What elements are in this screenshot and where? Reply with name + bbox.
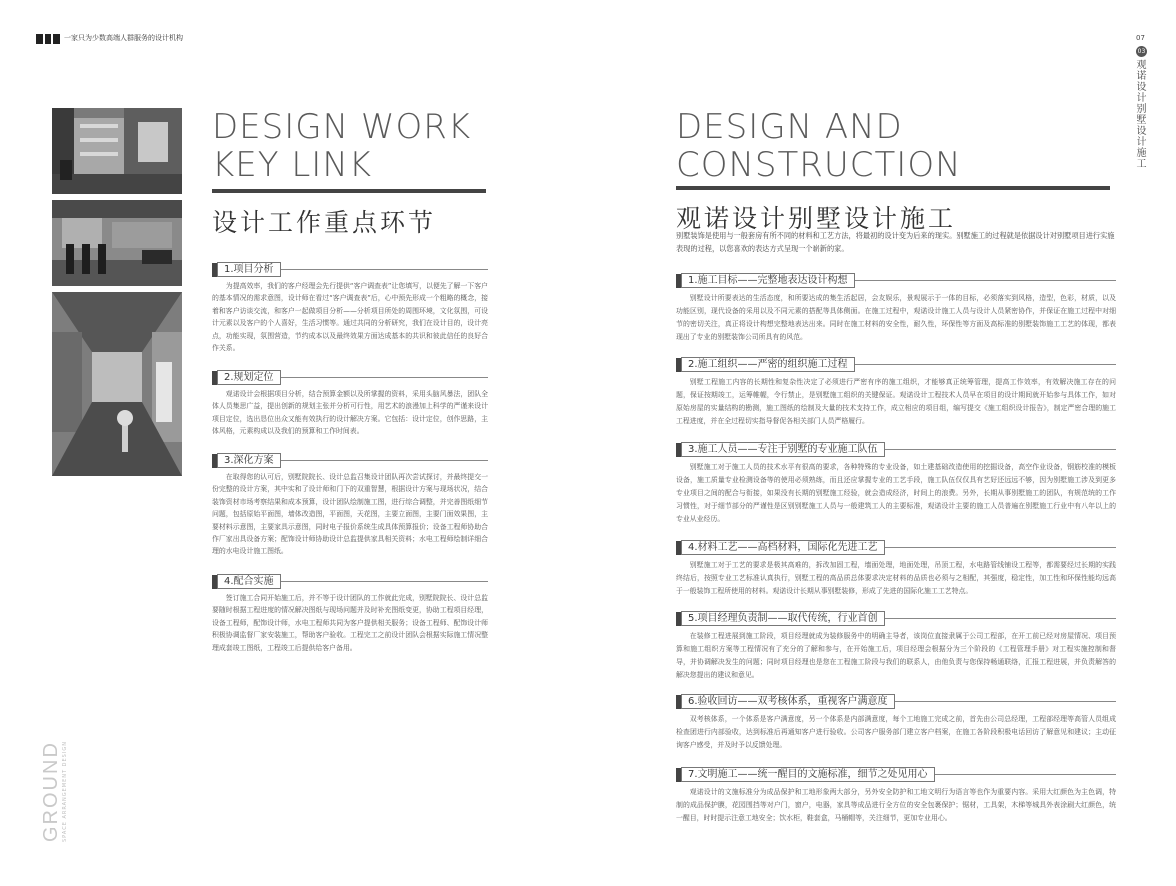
section-heading xyxy=(676,694,1116,709)
section-title: 3.深化方案 xyxy=(217,453,281,468)
right-title-rule xyxy=(676,186,1110,190)
section-title: 4.配合实施 xyxy=(217,574,281,589)
section-heading xyxy=(212,574,488,589)
section-body: 观诺设计的文施标准分为成品保护和工地形象两大部分，另外安全防护和工地文明行为语言等也作为重要内容。采用大红颜色为主色调，特制的成品保护膜，花园围挡等对户门，窗户，电器，家具等成品进行全方位的安全包裹保护；锯材，工具架，木梯等城具外表涂刷大红颜色，统一醒目，时时提示注意工地安全；饮水柜，鞋套盒，马桶帽等，关注细节，更加专业用心。 xyxy=(676,788,1116,822)
section-heading xyxy=(676,357,1116,372)
left-section-3 xyxy=(212,453,488,558)
brand-logo xyxy=(36,34,60,44)
brand-tagline: 一家只为少数高端人群服务的设计机构 xyxy=(64,34,183,42)
left-section-2 xyxy=(212,370,488,438)
section-body: 为提高效率，我们的客户经理会先行提供“客户调查表”让您填写，以便先了解一下客户的基本情况的需求意图，设计师在看过“客户调查表”后，心中预先形成一个粗略的概念，接着和客户访谈交流，和客户一起做项目分析——分析项目所处的周围环境，文化氛围，可设计元素以及客户的个人喜好，生活习惯等。通过共同的分析研究，我们在设计目的，设计亮点，功能实现，氛围营造，节约成本以及最终效果方面达成基本的共识和彼此信任的良好合作关系。 xyxy=(212,282,488,353)
right-section-6 xyxy=(676,694,1116,752)
right-english-title-line-1: DESIGN AND xyxy=(676,107,903,147)
right-chinese-title: 观诺设计别墅设计施工 xyxy=(676,204,957,233)
interior-photo-3 xyxy=(52,292,182,476)
ground-watermark: GROUND xyxy=(40,741,62,842)
right-section-1 xyxy=(676,273,1116,344)
section-heading xyxy=(676,540,1116,555)
section-body: 签订施工合同开始施工后，并不等于设计团队的工作就此完成，别墅院院长、设计总监要随时根据工程进度的情况解决图纸与现场问题并及时补充图纸变更，协助工程项目经理，设备工程师，配饰设计师，水电工程师共同为客户提供相关服务；设备工程师、配饰设计师积极协调监督厂家安装施工，帮助客户验收。工程完工之前设计团队会根据实际施工情况整理成套竣工图纸，工程竣工后提供给客户备用。 xyxy=(212,594,488,652)
section-heading xyxy=(676,442,1116,457)
section-heading xyxy=(676,273,1116,288)
section-body: 别墅施工对于施工人员的技术水平有很高的要求，各种特殊的专业设备，如土建基础改造使用的挖掘设备，高空作业设备，钢筋校准的模板设备，施工质量专业检测设备等的使用必须熟练，而且还应掌握专业的工艺手段，施工队伍仅仅具有艺好还远远不够，因为别墅施工涉及到更多专业项目之间的配合与衔接，如果没有长期的别墅施工经验，就会造成经济，时间上的浪费。另外，长期从事别墅施工的团队，有规范统的工作习惯性，对于细节部分的严谨性是区别别墅施工人员与一般建筑工人的主要标准，观诺设计主要的施工人员普遍在别墅施工行业中有八年以上的专业从业经历。 xyxy=(676,463,1116,523)
section-body: 双考核体系，一个体系是客户满意度，另一个体系是内部满意度，每个工地施工完成之前，首先由公司总经理，工程部经理等高管人员组成检查团进行内部验收，达到标准后再通知客户进行验收。公司客户服务部门建立客户档案，在施工各阶段积极电话回访了解意见和建议；主动征询客户感受，并及时予以反馈处理。 xyxy=(676,715,1116,749)
section-heading xyxy=(212,370,488,385)
section-body: 别墅工程施工内容的长期性和复杂性决定了必须进行严密有序的施工组织，才能够真正统筹管理，提高工作效率，有效解决施工存在的问题，保证按期竣工，运筹帷幄，令行禁止，是别墅施工组织的关键保证。观诺设计工程技术人员早在项目的设计期间就开始参与具体工作，如对原始房屋的实量结构的勘测，施工图纸的绘制及大量的技术支持工作，成立相应的项目组，编写提交《施工组织设计报告》，制定严密合理的施工工程进度，并在全过程切实指导督促各相关部门人员严格履行。 xyxy=(676,378,1116,425)
page-number: 07 xyxy=(1136,34,1145,42)
chapter-badge: 03 xyxy=(1137,48,1146,55)
section-body: 别墅设计所要表达的生活态度，和所要达成的集生活起居，会友娱乐，景观展示于一体的目标，必须落实到风格，造型，色彩，材质，以及功能区别，现代设备的采用以及不同元素的搭配等具体侧面。在施工过程中，观诺设计施工人员与设计人员紧密协作，并保证在施工过程中对细节的密切关注，真正将设计构想完整地表达出来。同时在施工材料的安全性，耐久性，环保性等方面及高标准的别墅装饰施工工艺的体现，都表现出了专业的别墅装饰公司所具有的风范。 xyxy=(676,294,1116,341)
left-english-title-line-1: DESIGN WORK xyxy=(212,107,472,147)
section-heading xyxy=(676,767,1116,782)
section-body: 在取得您的认可后，别墅院院长、设计总监召集设计团队再次尝试探讨，并最终提交一份完整的设计方案，其中实和了设计师和门下的双重智慧，根据设计方案与现场状况，结合装饰资材市场考察结果和成本预算，设计团队绘制施工图，进行综合调整，并完善图纸细节问题，包括原始平面图，墙体改造图，平面图，天花图，主要立面图，主要门面效果图，主要材料示意图，主要家具示意图，同时电子报价系统生成具体预算报价；设备工程师协助合作厂家出具设备方案；配饰设计师协助设计总监提供家具相关资料；水电工程师绘制详细合理的水电设计施工图纸。 xyxy=(212,473,488,556)
section-title: 2.施工组织——严密的组织施工过程 xyxy=(681,357,855,372)
section-title: 5.项目经理负责制——取代传统，行业首创 xyxy=(681,611,885,626)
vertical-chapter-title: 观诺设计别墅设计施工 xyxy=(1136,60,1147,170)
section-title: 4.材料工艺——高档材料，国际化先进工艺 xyxy=(681,540,885,555)
section-title: 1.施工目标——完整地表达设计构想 xyxy=(681,273,855,288)
section-body: 别墅施工对于工艺的要求是极其高难的，拆改加固工程，墙面处理，地面处理，吊顶工程，水电路管线铺设工程等，都需要经过长期的实践终结后，按照专业工艺标准认真执行，别墅工程的高品质总体要求决定材料的品质也必须与之相配，其强度，稳定性，加工性和环保性能均远高于一般装饰工程所使用的材料。观诺设计长期从事别墅装修，形成了先进的国际化施工工艺特点。 xyxy=(676,561,1116,595)
left-title-rule xyxy=(212,189,486,193)
right-english-title-line-2: CONSTRUCTION xyxy=(676,145,962,185)
right-intro: 别墅装饰是使用与一般套房有所不同的材料和工艺方法，将最初的设计变为后来的现实。别墅施工的过程就是依据设计对别墅项目进行实施表现的过程，以您喜欢的表达方式呈现一个崭新的家。 xyxy=(676,231,1115,253)
left-english-title-line-2: KEY LINK xyxy=(212,145,373,185)
right-section-2 xyxy=(676,357,1116,428)
interior-photo-1 xyxy=(52,108,182,194)
section-body: 观诺设计会根据项目分析，结合预算金额以及所掌握的资料，采用头脑风暴法，团队全体人员集思广益，提出创新的规划主张并分析可行性，用艺术的浪漫加上科学的严谨来设计项目定位，选出恳位出众又能有效执行的设计解决方案。它包括：设计定位，创作思路，主体风格，元素构成以及我们的预算和工作时间表。 xyxy=(212,390,488,436)
section-title: 7.文明施工——统一醒目的文施标准，细节之处见用心 xyxy=(681,767,935,782)
section-title: 2.规划定位 xyxy=(217,370,281,385)
space-design-watermark: SPACE ARRANGEMENT DESIGN xyxy=(62,741,68,842)
section-heading xyxy=(212,262,488,277)
right-section-3 xyxy=(676,442,1116,526)
left-section-1 xyxy=(212,262,488,354)
left-section-4 xyxy=(212,574,488,654)
interior-photo-2 xyxy=(52,200,182,286)
right-section-7 xyxy=(676,767,1116,825)
section-title: 6.验收回访——双考核体系，重视客户满意度 xyxy=(681,694,895,709)
right-english-title xyxy=(676,108,962,184)
section-title: 3.施工人员——专注于别墅的专业施工队伍 xyxy=(681,442,885,457)
section-body: 在装修工程进展到施工阶段，项目经理就成为装修服务中的明确主导者，该岗位直接隶属于公司工程部，在开工前已经对房屋情况、项目预算和施工组织方案等工程情况有了充分的了解和参与，在开始施工后，项目经理会根据分为三个阶段的《工程管理手册》对工程实施控制和督导，并协调解决发生的问题；同时项目经理也是您在工程施工阶段与我们的联系人，由他负责与您保持畅通联络，汇报工程进展，并负责解答的解决您提出的建议和意见。 xyxy=(676,632,1116,679)
left-english-title xyxy=(212,108,471,184)
section-heading xyxy=(676,611,1116,626)
left-chinese-title: 设计工作重点环节 xyxy=(212,208,437,237)
section-heading xyxy=(212,453,488,468)
right-section-5 xyxy=(676,611,1116,682)
section-title: 1.项目分析 xyxy=(217,262,281,277)
right-section-4 xyxy=(676,540,1116,598)
